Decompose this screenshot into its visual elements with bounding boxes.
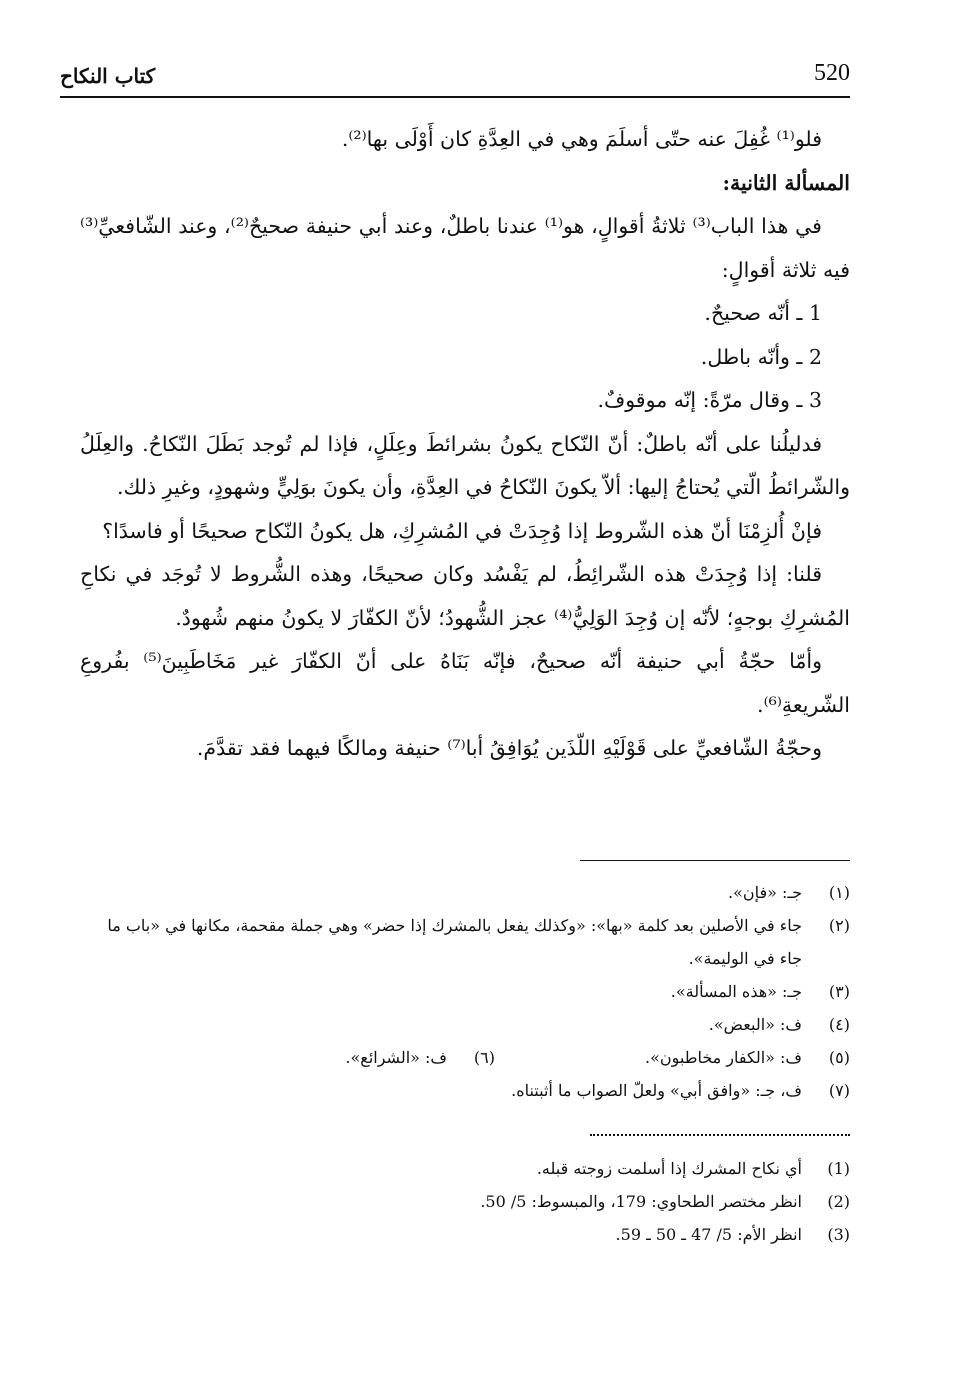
reference-number: (1) — [827, 1159, 850, 1178]
list-item-1: 1 ـ أنّه صحيحٌ. — [704, 301, 822, 325]
footnote-text: جـ: «هذه المسألة». — [670, 982, 802, 1001]
footnote-text: ف، جـ: «وافق أبي» ولعلّ الصواب ما أثبتناه. — [511, 1081, 802, 1100]
page-header — [60, 60, 850, 100]
footnote — [645, 1041, 850, 1074]
footnote-text: ف: «الكفار مخاطبون». — [644, 1048, 802, 1067]
reference-note — [80, 1152, 850, 1185]
paragraph-4: فإنْ أُلزِمْنَا أنّ هذه الشّروط إذا وُجِدَتْ في المُشرِكِ، هل يكونُ النّكاح صحيحًا أو فاسدًا؟ — [102, 518, 822, 543]
footnote — [80, 975, 850, 1008]
footnote-text: جاء في الأصلين بعد كلمة «بها»: «وكذلك يفعل بالمشرك إذا حضر» وهي جملة مقحمة، مكانها في «باب ما جاء في الوليمة». — [107, 916, 802, 968]
dotted-separator — [590, 1134, 850, 1136]
footnote-number: (٥) — [828, 1048, 850, 1067]
reference-text: انظر الأم: 5/ 47 ـ 50 ـ 59. — [615, 1225, 802, 1244]
footnote — [80, 876, 850, 909]
footnote — [80, 909, 850, 975]
footnote-number: (٣) — [828, 982, 850, 1001]
paragraph-6: وأمّا حجّةُ أبي حنيفة أنّه صحيحٌ، فإنّه بَنَاهُ على أنّ الكفّارَ غير مَخَاطَبِينَ⁽⁵⁾ بفُروعِ الشّريعةِ⁽⁶⁾. — [80, 649, 850, 717]
footnote-rule — [580, 860, 850, 861]
footnote — [80, 1074, 850, 1107]
page-number: 520 — [814, 60, 850, 86]
list-item-3: 3 ـ وقال مرّةً: إنّه موقوفٌ. — [597, 388, 822, 412]
footnote-number: (٦) — [473, 1048, 495, 1067]
reference-number: (3) — [827, 1225, 850, 1244]
header-rule — [60, 96, 850, 98]
reference-note — [80, 1218, 850, 1251]
footnote-number: (٤) — [828, 1015, 850, 1034]
footnote-number: (٧) — [828, 1081, 850, 1100]
reference-note — [80, 1185, 850, 1218]
footnote-text: ف: «الشرائع». — [345, 1048, 447, 1067]
paragraph-5: قلنا: إذا وُجِدَتْ هذه الشّرائِطُ، لم يَفْسُد وكان صحيحًا، وهذه الشُّروط لا تُوجَد في نكاحِ المُشرِكِ بوجهٍ؛ لأنّه إن وُجِدَ الوَلِيُّ⁽⁴⁾ عجز الشُّهودُ؛ لأنّ الكفّارَ لا يكونُ منهم شُهودٌ. — [80, 562, 850, 630]
footnote — [345, 1041, 495, 1074]
footnote-pair — [80, 1041, 850, 1074]
reference-number: (2) — [827, 1192, 850, 1211]
section-heading: المسألة الثانية: — [722, 170, 850, 195]
book-title: كتاب النكاح — [60, 64, 156, 88]
paragraph-2: في هذا الباب⁽³⁾ ثلاثةُ أقوالٍ، هو⁽¹⁾ عندنا باطلٌ، وعند أبي حنيفة صحيحٌ⁽²⁾، وعند الشّافعيِّ⁽³⁾ فيه ثلاثة أقوالٍ: — [80, 214, 850, 282]
footnote-number: (٢) — [828, 916, 850, 935]
footnote-text: ف: «البعض». — [708, 1015, 802, 1034]
footnotes-editor — [80, 876, 850, 1107]
main-text — [80, 118, 850, 771]
list-item-2: 2 ـ وأنّه باطل. — [700, 344, 822, 369]
footnote — [80, 1008, 850, 1041]
reference-text: انظر مختصر الطحاوي: 179، والمبسوط: 5/ 50. — [480, 1192, 802, 1211]
paragraph-1: فلو⁽¹⁾ غُفِلَ عنه حتّى أسلَمَ وهي في العِدَّةِ كان أَوْلَى بها⁽²⁾. — [341, 127, 822, 151]
footnote-text: جـ: «فإن». — [728, 883, 802, 902]
footnote-number: (١) — [828, 883, 850, 902]
footnotes-references — [80, 1152, 850, 1251]
paragraph-7: وحجّةُ الشّافعيِّ على قَوْلَيْهِ اللّذَين يُوَافِقُ أبا⁽⁷⁾ حنيفة ومالكًا فيهما فقد تقدَّمَ. — [196, 736, 822, 760]
reference-text: أي نكاح المشرك إذا أسلمت زوجته قبله. — [536, 1159, 802, 1178]
paragraph-3: فدليلُنا على أنّه باطلٌ: أنّ النّكاح يكونُ بشرائطَ وعِلَلٍ، فإذا لم تُوجد بَطَلَ النّكاحُ. والعِلَلُ والشّرائطُ الّتي يُحتاجُ إليها: ألاّ يكونَ النّكاحُ في العِدَّةِ، وأن يكونَ بوَلِيٍّ وشهودٍ، وغيرِ ذلك. — [80, 431, 850, 499]
